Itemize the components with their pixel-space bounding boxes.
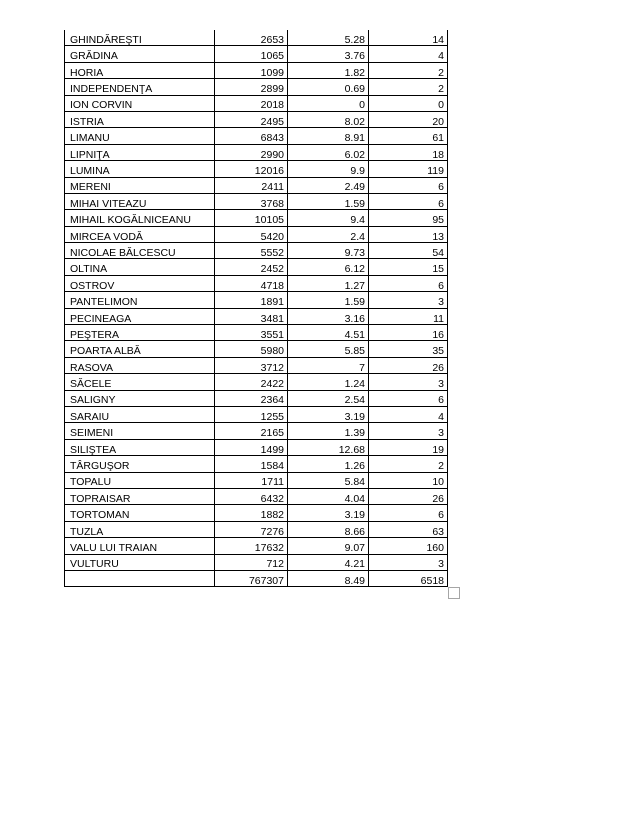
- table-row: [65, 423, 448, 439]
- locality-name-cell: ISTRIA: [65, 111, 215, 127]
- count-cell: 95: [369, 210, 448, 226]
- rate-cell: 4.21: [288, 554, 369, 570]
- rate-cell: 5.85: [288, 341, 369, 357]
- population-cell: 17632: [215, 538, 288, 554]
- count-cell: 2: [369, 79, 448, 95]
- locality-name-cell: OSTROV: [65, 275, 215, 291]
- locality-name-cell: SARAIU: [65, 406, 215, 422]
- population-cell: 1255: [215, 406, 288, 422]
- locality-name-cell: RASOVA: [65, 357, 215, 373]
- rate-cell: 2.49: [288, 177, 369, 193]
- population-cell: 1065: [215, 46, 288, 62]
- table-row: [65, 292, 448, 308]
- total-rate-cell: 8.49: [288, 570, 369, 586]
- count-cell: 6: [369, 390, 448, 406]
- population-cell: 2422: [215, 374, 288, 390]
- locality-name-cell: PEŞTERA: [65, 325, 215, 341]
- locality-name-cell: POARTA ALBĂ: [65, 341, 215, 357]
- rate-cell: 1.27: [288, 275, 369, 291]
- count-cell: 6: [369, 193, 448, 209]
- count-cell: 3: [369, 374, 448, 390]
- rate-cell: 1.59: [288, 193, 369, 209]
- locality-name-cell: LUMINA: [65, 161, 215, 177]
- rate-cell: 8.66: [288, 521, 369, 537]
- population-cell: 10105: [215, 210, 288, 226]
- count-cell: 26: [369, 488, 448, 504]
- population-cell: 2165: [215, 423, 288, 439]
- population-cell: 2653: [215, 30, 288, 46]
- document-table-container: [64, 30, 448, 587]
- locality-name-cell: VALU LUI TRAIAN: [65, 538, 215, 554]
- rate-cell: 2.4: [288, 226, 369, 242]
- table-row: [65, 456, 448, 472]
- locality-name-cell: GRĂDINA: [65, 46, 215, 62]
- table-row: [65, 357, 448, 373]
- population-cell: 1711: [215, 472, 288, 488]
- rate-cell: 9.9: [288, 161, 369, 177]
- rate-cell: 1.82: [288, 62, 369, 78]
- population-cell: 2990: [215, 144, 288, 160]
- table-row: [65, 374, 448, 390]
- rate-cell: 9.73: [288, 243, 369, 259]
- locality-name-cell: HORIA: [65, 62, 215, 78]
- rate-cell: 9.07: [288, 538, 369, 554]
- count-cell: 160: [369, 538, 448, 554]
- locality-name-cell: TORTOMAN: [65, 505, 215, 521]
- locality-name-cell: NICOLAE BĂLCESCU: [65, 243, 215, 259]
- table-row: [65, 193, 448, 209]
- rate-cell: 5.84: [288, 472, 369, 488]
- locality-name-cell: TOPALU: [65, 472, 215, 488]
- table-row: [65, 79, 448, 95]
- locality-name-cell: VULTURU: [65, 554, 215, 570]
- rate-cell: 9.4: [288, 210, 369, 226]
- table-row: [65, 161, 448, 177]
- population-cell: 712: [215, 554, 288, 570]
- population-cell: 2411: [215, 177, 288, 193]
- locality-name-cell: ION CORVIN: [65, 95, 215, 111]
- count-cell: 18: [369, 144, 448, 160]
- count-cell: 20: [369, 111, 448, 127]
- population-cell: 1882: [215, 505, 288, 521]
- table-row: [65, 259, 448, 275]
- total-count-cell: 6518: [369, 570, 448, 586]
- table-row: [65, 488, 448, 504]
- table-row: [65, 505, 448, 521]
- count-cell: 15: [369, 259, 448, 275]
- count-cell: 6: [369, 505, 448, 521]
- total-row: [65, 570, 448, 586]
- table-row: [65, 554, 448, 570]
- total-population-cell: 767307: [215, 570, 288, 586]
- population-cell: 4718: [215, 275, 288, 291]
- population-cell: 1584: [215, 456, 288, 472]
- locality-name-cell: OLTINA: [65, 259, 215, 275]
- rate-cell: 8.02: [288, 111, 369, 127]
- locality-name-cell: PANTELIMON: [65, 292, 215, 308]
- population-cell: 2899: [215, 79, 288, 95]
- table-body: [65, 30, 448, 587]
- table-row: [65, 406, 448, 422]
- population-cell: 2495: [215, 111, 288, 127]
- table-row: [65, 46, 448, 62]
- table-row: [65, 308, 448, 324]
- count-cell: 35: [369, 341, 448, 357]
- table-row: [65, 210, 448, 226]
- population-cell: 7276: [215, 521, 288, 537]
- table-row: [65, 30, 448, 46]
- locality-name-cell: MIHAIL KOGĂLNICEANU: [65, 210, 215, 226]
- count-cell: 3: [369, 423, 448, 439]
- count-cell: 3: [369, 554, 448, 570]
- count-cell: 4: [369, 406, 448, 422]
- rate-cell: 3.76: [288, 46, 369, 62]
- locality-name-cell: MIHAI VITEAZU: [65, 193, 215, 209]
- rate-cell: 2.54: [288, 390, 369, 406]
- count-cell: 6: [369, 177, 448, 193]
- locality-name-cell: TOPRAISAR: [65, 488, 215, 504]
- population-cell: 5420: [215, 226, 288, 242]
- rate-cell: 4.04: [288, 488, 369, 504]
- count-cell: 54: [369, 243, 448, 259]
- rate-cell: 3.19: [288, 406, 369, 422]
- population-cell: 1499: [215, 439, 288, 455]
- table-row: [65, 275, 448, 291]
- population-cell: 2018: [215, 95, 288, 111]
- rate-cell: 3.19: [288, 505, 369, 521]
- count-cell: 63: [369, 521, 448, 537]
- locality-name-cell: INDEPENDENŢA: [65, 79, 215, 95]
- count-cell: 2: [369, 456, 448, 472]
- count-cell: 0: [369, 95, 448, 111]
- rate-cell: 3.16: [288, 308, 369, 324]
- table-row: [65, 390, 448, 406]
- locality-name-cell: SEIMENI: [65, 423, 215, 439]
- rate-cell: 1.59: [288, 292, 369, 308]
- rate-cell: 0.69: [288, 79, 369, 95]
- table-row: [65, 62, 448, 78]
- rate-cell: 1.24: [288, 374, 369, 390]
- population-cell: 1891: [215, 292, 288, 308]
- rate-cell: 6.12: [288, 259, 369, 275]
- population-cell: 3712: [215, 357, 288, 373]
- population-cell: 5552: [215, 243, 288, 259]
- table-row: [65, 128, 448, 144]
- population-cell: 3768: [215, 193, 288, 209]
- count-cell: 119: [369, 161, 448, 177]
- count-cell: 6: [369, 275, 448, 291]
- locality-name-cell: MIRCEA VODĂ: [65, 226, 215, 242]
- table-resize-handle[interactable]: [448, 587, 460, 599]
- count-cell: 26: [369, 357, 448, 373]
- population-cell: 5980: [215, 341, 288, 357]
- locality-table: [64, 30, 448, 587]
- locality-name-cell: SĂCELE: [65, 374, 215, 390]
- count-cell: 14: [369, 30, 448, 46]
- population-cell: 12016: [215, 161, 288, 177]
- rate-cell: 6.02: [288, 144, 369, 160]
- count-cell: 4: [369, 46, 448, 62]
- table-row: [65, 243, 448, 259]
- population-cell: 2364: [215, 390, 288, 406]
- count-cell: 10: [369, 472, 448, 488]
- table-row: [65, 95, 448, 111]
- population-cell: 6432: [215, 488, 288, 504]
- locality-name-cell: TÂRGUŞOR: [65, 456, 215, 472]
- table-row: [65, 177, 448, 193]
- count-cell: 13: [369, 226, 448, 242]
- population-cell: 2452: [215, 259, 288, 275]
- table-row: [65, 144, 448, 160]
- rate-cell: 12.68: [288, 439, 369, 455]
- locality-name-cell: LIPNIŢA: [65, 144, 215, 160]
- table-row: [65, 226, 448, 242]
- table-row: [65, 472, 448, 488]
- count-cell: 3: [369, 292, 448, 308]
- population-cell: 3481: [215, 308, 288, 324]
- locality-name-cell: PECINEAGA: [65, 308, 215, 324]
- locality-name-cell: SILIŞTEA: [65, 439, 215, 455]
- rate-cell: 1.26: [288, 456, 369, 472]
- population-cell: 1099: [215, 62, 288, 78]
- total-locality-name-cell: [65, 570, 215, 586]
- rate-cell: 7: [288, 357, 369, 373]
- population-cell: 3551: [215, 325, 288, 341]
- table-row: [65, 111, 448, 127]
- locality-name-cell: GHINDĂREŞTI: [65, 30, 215, 46]
- table-row: [65, 439, 448, 455]
- table-row: [65, 521, 448, 537]
- rate-cell: 8.91: [288, 128, 369, 144]
- count-cell: 61: [369, 128, 448, 144]
- count-cell: 19: [369, 439, 448, 455]
- table-row: [65, 538, 448, 554]
- locality-name-cell: MERENI: [65, 177, 215, 193]
- rate-cell: 5.28: [288, 30, 369, 46]
- count-cell: 2: [369, 62, 448, 78]
- count-cell: 11: [369, 308, 448, 324]
- locality-name-cell: TUZLA: [65, 521, 215, 537]
- count-cell: 16: [369, 325, 448, 341]
- rate-cell: 1.39: [288, 423, 369, 439]
- rate-cell: 4.51: [288, 325, 369, 341]
- rate-cell: 0: [288, 95, 369, 111]
- locality-name-cell: LIMANU: [65, 128, 215, 144]
- locality-name-cell: SALIGNY: [65, 390, 215, 406]
- population-cell: 6843: [215, 128, 288, 144]
- table-row: [65, 325, 448, 341]
- table-row: [65, 341, 448, 357]
